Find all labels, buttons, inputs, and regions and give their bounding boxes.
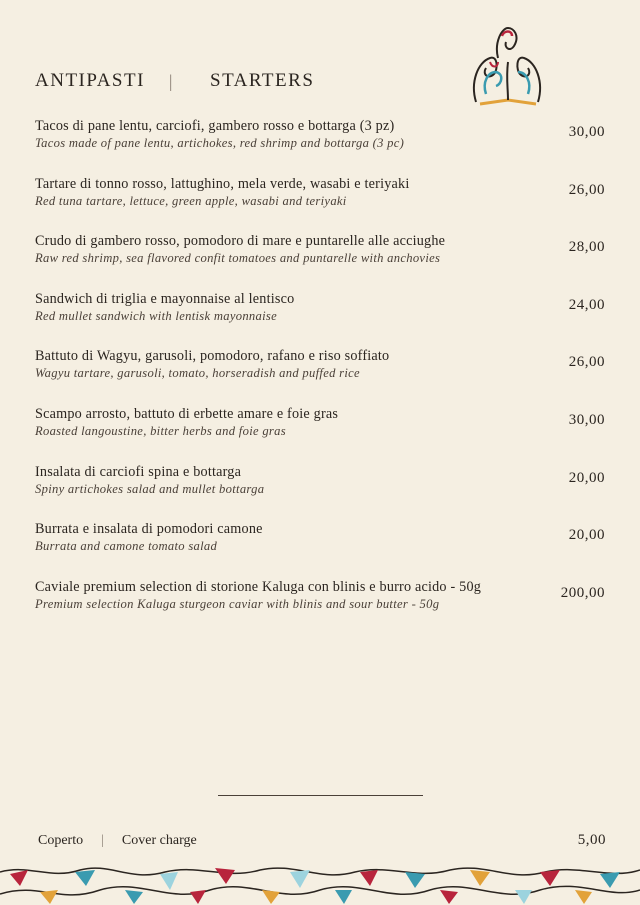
cover-charge-row [38, 832, 606, 849]
section-divider [218, 795, 423, 796]
menu-item [35, 348, 610, 406]
footer-separator: | [101, 832, 104, 848]
item-name-it: Burrata e insalata di pomodori camone [35, 521, 263, 538]
abstract-figure-logo-icon [468, 22, 546, 108]
cover-label-en: Cover charge [121, 832, 197, 848]
item-price: 24,00 [568, 296, 605, 313]
cover-label-it: Coperto [38, 832, 84, 848]
menu-item [35, 406, 610, 464]
menu-item [35, 176, 610, 234]
item-name-it: Crudo di gambero rosso, pomodoro di mare e puntarelle alle acciughe [35, 233, 446, 250]
item-price: 26,00 [568, 181, 605, 198]
section-title-en: STARTERS [210, 70, 315, 91]
menu-item [35, 579, 610, 637]
section-header [35, 70, 314, 92]
item-price: 30,00 [568, 411, 605, 428]
item-name-it: Tacos di pane lentu, carciofi, gambero rosso e bottarga (3 pz) [35, 118, 395, 134]
item-price: 20,00 [568, 469, 605, 486]
item-price: 30,00 [568, 124, 605, 140]
menu-item [35, 464, 610, 522]
item-name-en: Wagyu tartare, garusoli, tomato, horseradish and puffed rice [35, 366, 360, 381]
menu-item [35, 118, 610, 176]
item-name-en: Burrata and camone tomato salad [35, 539, 218, 554]
item-name-en: Tacos made of pane lentu, artichokes, red shrimp and bottarga (3 pc) [35, 136, 405, 150]
item-name-en: Raw red shrimp, sea flavored confit tomatoes and puntarelle with anchovies [35, 251, 441, 266]
menu-item [35, 233, 610, 291]
item-name-it: Caviale premium selection di storione Kaluga con blinis e burro acido - 50g [35, 578, 482, 595]
menu-item [35, 291, 610, 349]
cover-price: 5,00 [577, 832, 606, 848]
item-name-en: Spiny artichokes salad and mullet bottarga [35, 481, 265, 496]
menu-items-list [35, 118, 610, 636]
item-name-it: Sandwich di triglia e mayonnaise al lentisco [35, 290, 295, 307]
item-price: 28,00 [568, 239, 605, 256]
item-name-it: Insalata di carciofi spina e bottarga [35, 463, 242, 480]
item-name-it: Tartare di tonno rosso, lattughino, mela verde, wasabi e teriyaki [35, 175, 410, 192]
item-name-en: Premium selection Kaluga sturgeon caviar with blinis and sour butter - 50g [35, 596, 440, 611]
item-price: 26,00 [568, 354, 605, 371]
item-name-it: Scampo arrosto, battuto di erbette amare e foie gras [35, 405, 339, 422]
header-separator: | [168, 70, 175, 91]
item-price: 200,00 [560, 584, 605, 601]
item-name-en: Red mullet sandwich with lentisk mayonnaise [35, 308, 278, 323]
section-title-it: ANTIPASTI [35, 70, 145, 91]
menu-item [35, 521, 610, 579]
item-name-it: Battuto di Wagyu, garusoli, pomodoro, rafano e riso soffiato [35, 348, 390, 365]
item-price: 20,00 [568, 527, 605, 544]
item-name-en: Roasted langoustine, bitter herbs and foie gras [35, 423, 286, 438]
item-name-en: Red tuna tartare, lettuce, green apple, wasabi and teriyaki [35, 193, 347, 208]
bunting-garland-icon [0, 860, 640, 905]
